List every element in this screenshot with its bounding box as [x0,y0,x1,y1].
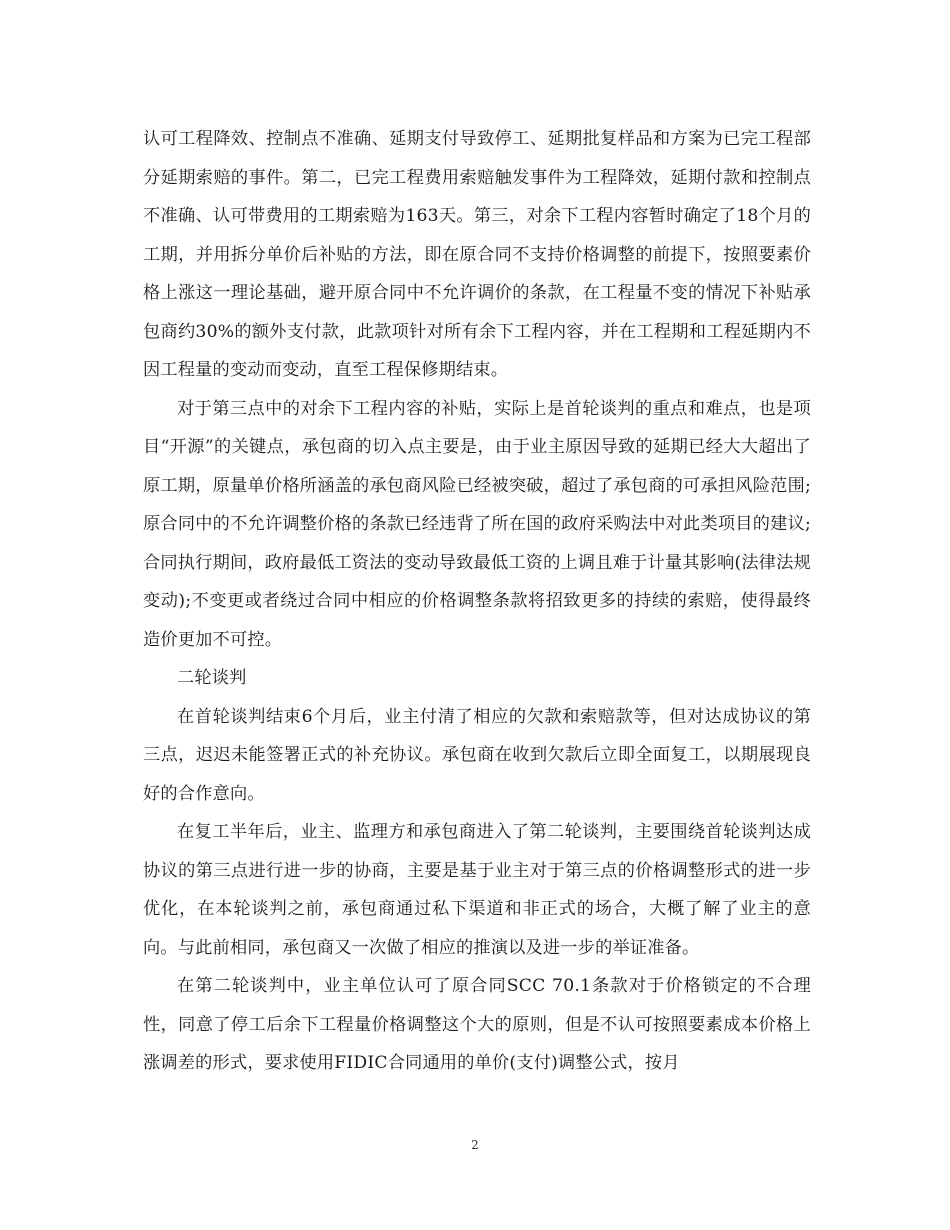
page-number: 2 [471,1138,479,1152]
document-body [143,120,811,1083]
paragraph-3: 在首轮谈判结束6个月后，业主付清了相应的欠款和索赔款等，但对达成协议的第三点，迟迟未能签署正式的补充协议。承包商在收到欠款后立即全面复工，以期展现良好的合作意向。 [143,706,811,804]
paragraph-5: 在第二轮谈判中，业主单位认可了原合同SCC 70.1条款对于价格锁定的不合理性，同意了停工后余下工程量价格调整这个大的原则，但是不认可按照要素成本价格上涨调差的形式，要求使用FIDIC合同通用的单价(支付)调整公式，按月 [143,976,811,1073]
section-heading: 二轮谈判 [177,668,247,688]
paragraph-4: 在复工半年后，业主、监理方和承包商进入了第二轮谈判，主要围绕首轮谈判达成协议的第三点进行进一步的协商，主要是基于业主对于第三点的价格调整形式的进一步优化，在本轮谈判之前，承包商通过私下渠道和非正式的场合，大概了解了业主的意向。与此前相同，承包商又一次做了相应的推演以及进一步的举证准备。 [143,822,811,958]
paragraph-2: 对于第三点中的对余下工程内容的补贴，实际上是首轮谈判的重点和难点，也是项目“开源”的关键点，承包商的切入点主要是，由于业主原因导致的延期已经大大超出了原工期，原量单价格所涵盖的承包商风险已经被突破，超过了承包商的可承担风险范围;原合同中的不允许调整价格的条款已经违背了所在国的政府采购法中对此类项目的建议;合同执行期间，政府最低工资法的变动导致最低工资的上调且难于计量其影响(法律法规变动);不变更或者绕过合同中相应的价格调整条款将招致更多的持续的索赔，使得最终造价更加不可控。 [143,398,811,650]
paragraph-1: 认可工程降效、控制点不准确、延期支付导致停工、延期批复样品和方案为已完工程部分延期索赔的事件。第二，已完工程费用索赔触发事件为工程降效，延期付款和控制点不准确、认可带费用的工期索赔为163天。第三，对余下工程内容暂时确定了18个月的工期，并用拆分单价后补贴的方法，即在原合同不支持价格调整的前提下，按照要素价格上涨这一理论基础，避开原合同中不允许调价的条款，在工程量不变的情况下补贴承包商约30%的额外支付款，此款项针对所有余下工程内容，并在工程期和工程延期内不因工程量的变动而变动，直至工程保修期结束。 [143,129,811,380]
